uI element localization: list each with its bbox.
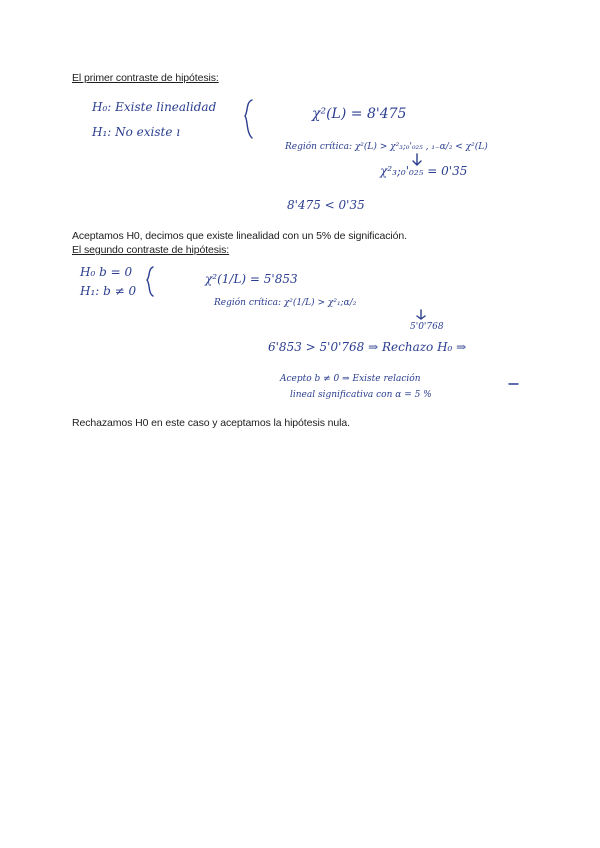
section2-heading: El segundo contraste de hipótesis:	[72, 244, 230, 256]
handwritten-critical-region: Región crítica: χ²(L) > χ²₃;₀'₀₂₅ , ₁₋α/₂ < χ²(L)	[285, 142, 488, 152]
handwritten-h0-hypothesis-2: H₀ b = 0	[80, 265, 133, 279]
section2-conclusion: Rechazamos H0 en este caso y aceptamos la hipótesis nula.	[72, 417, 350, 429]
handwritten-h0-hypothesis: H₀: Existe linealidad	[92, 100, 217, 114]
handwritten-h1-hypothesis: H₁: No existe ı	[92, 125, 181, 139]
down-arrow-mark-2	[416, 309, 426, 321]
handwritten-h1-hypothesis-2: H₁: b ≠ 0	[80, 284, 137, 298]
curly-brace-mark-2	[144, 265, 158, 299]
handwritten-critical-value: χ²₃;₀'₀₂₅ = 0'35	[380, 164, 468, 178]
handwritten-result-line-1: Acepto b ≠ 0 ⇒ Existe relación	[280, 374, 421, 384]
dash-mark	[508, 382, 520, 386]
handwritten-critical-region-2: Región crítica: χ²(1/L) > χ²₁;α/₂	[214, 298, 357, 308]
handwritten-comparison-2: 6'853 > 5'0'768 ⇒ Rechazo H₀ ⇒	[268, 340, 467, 354]
section1-conclusion: Aceptamos H0, decimos que existe linealidad con un 5% de significación.	[72, 230, 407, 242]
handwritten-chi-statistic: χ²(L) = 8'475	[312, 106, 407, 122]
handwritten-comparison: 8'475 < 0'35	[287, 198, 365, 212]
handwritten-critical-value-2: 5'0'768	[410, 322, 444, 332]
handwritten-chi-statistic-2: χ²(1/L) = 5'853	[205, 272, 298, 286]
section1-heading: El primer contraste de hipótesis:	[72, 72, 219, 84]
handwritten-result-line-2: lineal significativa con α = 5 %	[290, 390, 432, 400]
curly-brace-mark	[240, 98, 260, 143]
